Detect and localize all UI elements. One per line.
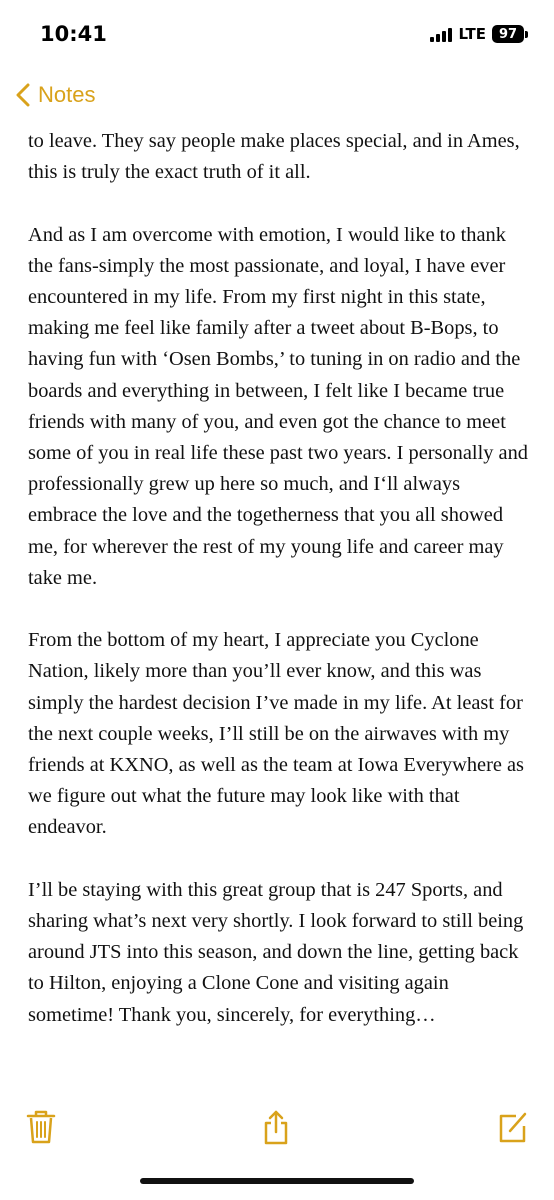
compose-icon[interactable] [496, 1108, 530, 1146]
share-icon[interactable] [260, 1108, 294, 1146]
note-paragraph: to leave. They say people make places special, and in Ames, this is truly the exact truth of it all. [28, 130, 520, 184]
status-indicators [430, 24, 528, 44]
note-paragraph: And as I am overcome with emotion, I would like to thank the fans-simply the most passionate, and loyal, I have ever encountered in my life. From my first night in this state, making me feel like family after a tweet about B-Bops, to having fun with ‘Osen Bombs,’ to tuning in on radio and the boards and everything in between, I felt like I became true friends with many of you, and even got the chance to meet some of you in real life these past two years. I personally and professionally grew up here so much, and I‘ll always embrace the love and the togetherness that you all showed me, for wherever the rest of my young life and career may take me. [28, 223, 528, 589]
back-label: Notes [38, 82, 96, 107]
network-type: LTE [458, 25, 486, 43]
battery-level: 97 [492, 25, 524, 43]
cellular-signal-icon [430, 26, 452, 42]
trash-icon[interactable] [25, 1108, 59, 1146]
back-to-notes-button[interactable] [16, 80, 95, 110]
status-bar [0, 0, 554, 70]
status-time: 10:41 [40, 22, 107, 46]
chevron-left-icon [16, 83, 30, 107]
bottom-toolbar [0, 1100, 554, 1150]
note-paragraph: From the bottom of my heart, I appreciate you Cyclone Nation, likely more than you’ll ever know, and this was simply the hardest decision I’ve made in my life. At least for the next couple weeks, I’ll still be on the airwaves with my friends at KXNO, as well as the team at Iowa Everywhere as we figure out what the future may look like with that endeavor. [28, 629, 524, 839]
home-indicator[interactable] [140, 1178, 414, 1184]
battery-icon [492, 25, 528, 43]
note-paragraph: I’ll be staying with this great group that is 247 Sports, and sharing what’s next very shortly. I look forward to still being around JTS into this season, and down the line, getting back to Hilton, enjoying a Clone Cone and visiting again sometime! Thank you, sincerely, for everything… [28, 878, 524, 1026]
note-body[interactable] [28, 126, 528, 1031]
